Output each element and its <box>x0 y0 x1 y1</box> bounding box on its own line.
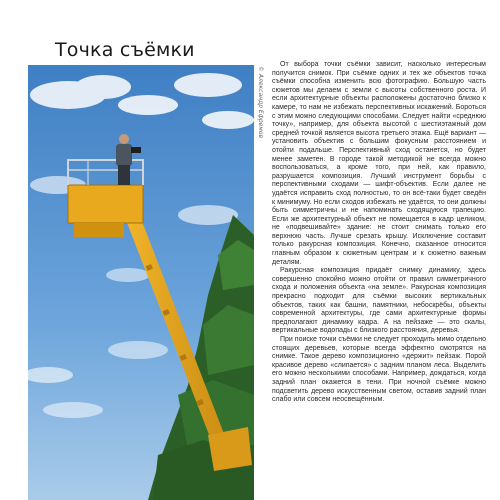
body-text <box>272 61 486 405</box>
paragraph-2: Ракурсная композиция придаёт снимку динамику, здесь совершенно спокойно можно отойти от правил симметричного схода и положения объекта «на земле». Ракурсная композиция прекрасно подходит для съёмки высоких вертикальных объектов, таких как башни, памятники, небоскрёбы, объекты современной архитектуры, где сами архитектурные формы предполагают динамику кадра. А на пейзаже — это скалы, вертикальные водопады с близкого расстояния, деревья. <box>272 267 486 335</box>
paragraph-1: От выбора точки съёмки зависит, насколько интересным получится снимок. При съёмке одних и тех же объектов точка съёмки способна изменить всю фотографию. Большую часть сюжетов мы делаем с земли с высоты собственного роста. И если архитектурные объекты расположены достаточно близко к камере, то нам не избежать перспективных искажений. Бороться с этим можно следующими способами. Следует найти «среднюю точку», например, для объекта высотой с шестиэтажный дом средней точкой является высота третьего этажа. Ещё вариант — установить объектив с большим фокусным расстоянием и отойти подальше. Перспективный сход останется, но будет менее заметен. В городе такой методикой не всегда можно воспользоваться, а кроме того, при ней, как правило, разрушается композиция. Лучший инструмент борьбы с перспективными сходами — шифт-объектив. Если далее не удаётся исправить сход полностью, то он всё-таки будет сведён к минимуму. Но если сходов избежать не удаётся, то они должны быть симметричны и не напоминать сходящуюся трапецию. Если же архитектурный объект не помещается в кадр целиком, не «подвешивайте» здание: не стоит снимать только его верхнюю часть. Лучше срезать крышу. Исключение составит только ракурсная композиция. Конечно, сказанное относится главным образом к сюжетным центрам и к сюжетно важным деталям. <box>272 61 486 266</box>
photo-cherry-picker <box>28 65 254 500</box>
photo-credit <box>256 66 265 226</box>
photo-credit-text: © Александр Ефремов <box>257 66 264 139</box>
page-title: Точка съёмки <box>55 38 195 61</box>
photo-illustration <box>28 65 254 500</box>
paragraph-3: При поиске точки съёмки не следует проходить мимо отдельно стоящих деревьев, которые всегда эффектно смотрятся на снимке. Такое дерево композиционно «держит» пейзаж. Порой красивое дерево «слипается» с задним планом леса. Выделить его можно несколькими способами. Например, дождаться, когда задний план окажется в тени. При ночной съёмке можно подсветить дерево искусственным светом, оставив задний план слабо или совсем неосвещённым. <box>272 336 486 404</box>
